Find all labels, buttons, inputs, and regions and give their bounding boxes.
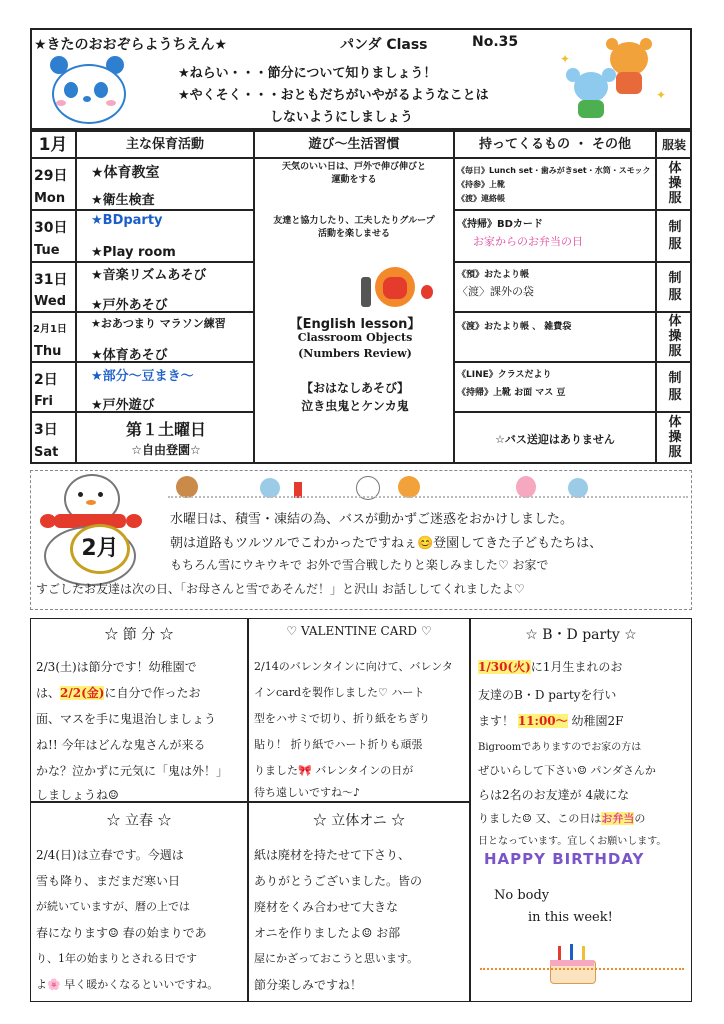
promise-text-1: ★やくそく・・・おともだちがいやがるようなことは [178,88,489,103]
story-body: 泣き虫鬼とケンカ鬼 [301,399,409,413]
date-label: 31日 [34,272,68,288]
day-label: Sat [34,445,59,460]
risshun-line-5: り、1年の始まりとされる日です [36,952,197,965]
happy-birthday-banner: HAPPY BIRTHDAY [484,850,645,868]
belongings-2: 〈渡〉課外の袋 [457,285,534,298]
valentine-line-3: 型をハサミで切り、折り紙をちぎり [254,712,430,725]
nobody-line-1: No body [494,888,550,903]
belongings-1: 《毎日》Lunch set・歯みがきset・水筒・スモック [457,166,651,175]
snow-note-line-3: もちろん雪にウキウキで お外で雪合戦したりと楽しみました♡ お家で [170,558,549,572]
english-line-1: Classroom Objects [297,331,413,344]
belongings-2: 《持帰》上靴 お面 マス 豆 [457,388,566,398]
risshun-line-3: が続いていますが、暦の上では [36,900,190,913]
activity-2: ★Play room [91,245,176,260]
activity-cell-feb2 [76,362,254,412]
belongings-1: 《持帰》BDカード [457,219,543,230]
col-main-activities: 主な保育活動 [76,130,254,158]
dress-label: 体操服 [668,314,682,359]
bd-line-2: 友達のB・D partyを行い [478,688,617,702]
belongings-3: 《渡》連絡帳 [457,194,505,203]
dress-cell-30 [656,210,692,262]
snow-note-line-1: 水曜日は、積雪・凍結の為、バスが動かずご迷惑をおかけしました。 [170,512,574,527]
dress-label: 体操服 [668,415,682,460]
setsubun-line-4: ね!! 今年はどんな鬼さんが来る [36,738,206,752]
activity-1: ★BDparty [91,213,163,228]
activity-2: ★衛生検査 [91,193,155,208]
belongings-1: 《LINE》クラスだより [457,370,552,380]
nobody-line-2: in this week! [528,910,613,925]
dress-label: 制服 [668,371,682,403]
day-label: Tue [34,243,60,258]
date-cell-30 [30,210,76,262]
col-dress: 服装 [656,130,692,158]
activity-1: ★体育教室 [91,165,160,181]
dress-cell-feb3 [656,412,692,464]
belongings-cell-31 [454,262,656,312]
aim-text: ★ねらい・・・節分について知りましょう！ [178,66,437,81]
story-title: 【おはなしあそび】 [300,381,409,395]
dress-label: 体操服 [668,161,682,206]
col-play-habits: 遊び～生活習慣 [254,130,454,158]
date-cell-feb3 [30,412,76,464]
issue-number: No.35 [472,34,519,50]
day-label: Mon [34,191,66,206]
day-label: Fri [34,394,53,409]
date-label: 2月1日 [33,324,67,335]
date-cell-29 [30,158,76,210]
dress-cell-feb2 [656,362,692,412]
belongings-cell-feb3 [454,412,656,464]
month-label: 1月 [30,130,76,158]
bd-line-6: らは2名のお友達が 4歳にな [478,788,630,802]
day-label: Thu [34,344,62,359]
valentine-line-5: りました🎀 バレンタインの日が [254,764,414,777]
bd-line-8: 日となっています。宜しくお願いします。 [478,836,667,847]
bd-line-3: ます！ 11:00～ 幼稚園2F [478,714,624,728]
candle-row-decoration [480,968,684,980]
belongings-1: 《預》おたより帳 [457,270,530,280]
activity-2: ★戸外あそび [91,298,168,312]
activity-2: ★体育あそび [91,348,168,362]
belongings-1: 《渡》おたより帳 、 雑費袋 [457,322,572,332]
valentine-line-1: 2/14のバレンタインに向けて、バレンタ [254,660,453,673]
activity-2: ★戸外遊び [91,398,155,412]
oni-line-5: 屋にかざっておこうと思います。 [254,952,419,965]
valentine-line-2: インcardを製作しました♡ ハート [254,686,425,699]
dress-cell-feb1 [656,312,692,362]
risshun-line-2: 雪も降り、まだまだ寒い日 [36,874,181,888]
day-label: Wed [34,294,66,309]
oni-line-1: 紙は廃材を持たせて下さり、 [254,848,411,862]
activity-cell-29 [76,158,254,210]
bento-day-note: お家からのお弁当の日 [473,235,583,248]
school-name: ★きたのおおぞらようちえん★ [34,37,228,53]
setsubun-line-5: かな？泣かずに元気に「鬼は外！」 [36,764,229,778]
bd-line-7: りました☺ 又、この日はお弁当の [478,812,646,825]
english-line-2: (Numbers Review) [298,347,412,360]
dress-label: 制服 [668,271,682,303]
activity-cell-30 [76,210,254,262]
class-name: パンダ Class [340,37,428,53]
dress-label: 制服 [668,220,682,252]
date-label: 29日 [34,168,68,184]
activity-cell-feb3 [76,412,254,464]
date-cell-feb2 [30,362,76,412]
panda-illustration [48,56,128,122]
play-habits-column [254,158,454,464]
belongings-cell-29 [454,158,656,210]
bd-line-4: Bigroomでありますのでお家の方は [478,742,642,753]
setsubun-line-1: 2/3(土)は節分です！幼稚園で [36,660,197,674]
snow-note-line-2: 朝は道路もツルツルでこわかったですねぇ😊登園してきた子どもたちは、 [170,536,603,551]
valentine-line-4: 貼り！ 折り紙でハート折りも頑張 [254,738,423,751]
belongings-cell-30 [454,210,656,262]
activity-1: ★部分～豆まき～ [91,369,194,384]
oni-line-3: 廃材をくみ合わせて大きな [254,900,399,914]
setsubun-line-3: 面、マスを手に鬼退治しましょう [36,712,217,726]
oni-title: ☆ 立体オニ ☆ [312,813,406,829]
oni-line-6: 節分楽しみですね！ [254,978,363,992]
play-text-2: 友達と協力したり、工夫したりグループ活動を楽しませる [273,216,435,239]
no-bus-note: ☆バス送迎はありません [495,433,615,446]
bd-line-1: 1/30(火)に1月生まれのお [478,660,623,674]
valentine-title: ♡ VALENTINE CARD ♡ [286,624,432,638]
bd-party-title: ☆ B・D party ☆ [525,627,637,643]
snow-note-line-4: すごしたお友達は次の日、「お母さんと雪であそんだ！」と沢山 お話ししてくれましたよ♡ [36,582,525,596]
animals-illustration: ✦ ✦ [560,38,676,124]
animal-garland [168,472,688,502]
risshun-title: ☆ 立春 ☆ [106,813,172,829]
belongings-cell-feb1 [454,312,656,362]
english-title: 【English lesson】 [289,317,421,332]
activity-2: ☆自由登園☆ [131,443,201,457]
promise-text-2: しないようにしましょう [270,110,414,125]
setsubun-title: ☆ 節 分 ☆ [104,627,174,643]
activity-1: ★音楽リズムあそび [91,268,207,283]
activity-cell-feb1 [76,312,254,362]
activity-1: ★おあつまり マラソン練習 [91,317,226,330]
belongings-2: 《持参》上靴 [457,180,505,189]
belongings-cell-feb2 [454,362,656,412]
setsubun-line-6: しましょうね☺ [36,788,119,802]
play-text-1: 天気のいい日は、戸外で伸び伸びと運動をする [281,162,426,185]
activity-1: 第１土曜日 [125,420,206,439]
risshun-line-1: 2/4(日)は立春です。今週は [36,848,184,862]
dress-cell-29 [656,158,692,210]
risshun-line-6: よ🌸 早く暖かくなるといいですね。 [36,978,219,991]
activity-cell-31 [76,262,254,312]
col-belongings: 持ってくるもの ・ その他 [454,130,656,158]
month-badge: 2月 [70,524,130,574]
date-label: 3日 [34,422,58,438]
date-cell-feb1 [30,312,76,362]
date-cell-31 [30,262,76,312]
valentine-line-6: 待ち遠しいですね～♪ [254,786,361,799]
bd-line-5: ぜひいらして下さい☺ パンダさんか [478,764,656,777]
oni-illustration [361,263,439,311]
setsubun-line-2: は、2/2(金)に自分で作ったお [36,686,201,700]
dress-cell-31 [656,262,692,312]
oni-line-4: オニを作りましたよ☺ お部 [254,926,401,940]
date-label: 2日 [34,372,58,388]
oni-line-2: ありがとうございました。皆の [254,874,423,888]
risshun-line-4: 春になります☺ 春の始まりであ [36,926,207,940]
date-label: 30日 [34,220,68,236]
